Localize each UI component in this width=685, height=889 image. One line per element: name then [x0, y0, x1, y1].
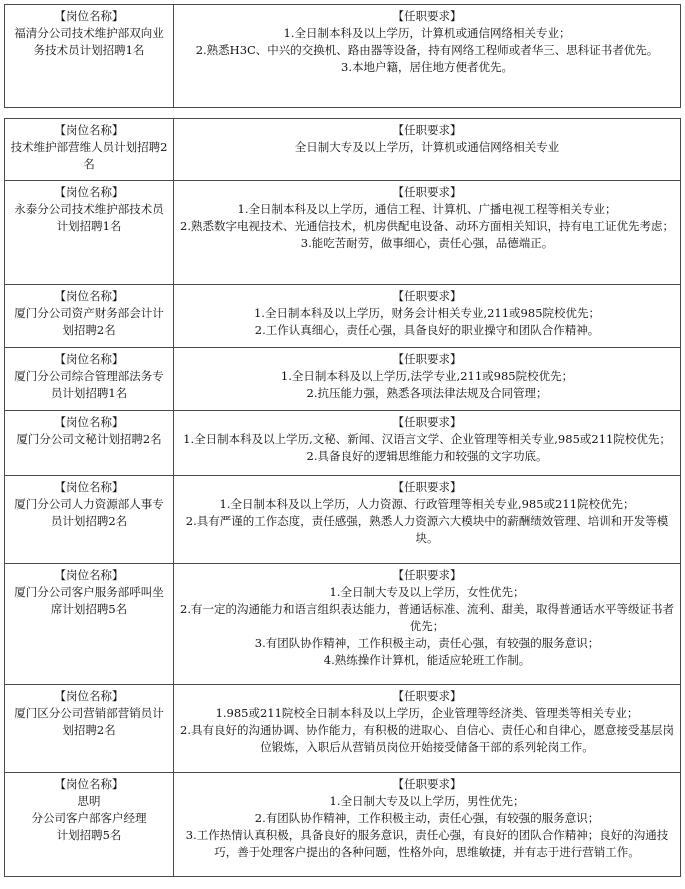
- requirement-cell: [174, 5, 681, 108]
- table-row: [5, 119, 681, 181]
- position-cell: [5, 348, 174, 411]
- position-cell: [5, 181, 174, 285]
- table-row: [5, 411, 681, 476]
- position-label: 【岗位名称】: [54, 289, 124, 303]
- table-row: [5, 685, 681, 773]
- position-name-line: 厦门分公司文秘计划招聘2名: [16, 432, 162, 446]
- position-name-line: 计划招聘5名: [56, 828, 122, 842]
- requirement-line: 1.全日制本科及以上学历,文秘、新闻、汉语言文学、企业管理等相关专业,985或211院校优先；: [183, 432, 671, 446]
- position-label: 【岗位名称】: [54, 568, 124, 582]
- requirement-cell: [174, 119, 681, 181]
- requirement-line: 全日制大专及以上学历，计算机或通信网络相关专业: [294, 140, 560, 154]
- position-cell: [5, 5, 174, 108]
- requirement-line: 2.具有严谨的工作态度，责任感强，熟悉人力资源六大模块中的薪酬绩效管理、培训和开发等模块。: [185, 514, 669, 545]
- requirement-label: 【任职要求】: [392, 9, 462, 23]
- requirement-label: 【任职要求】: [392, 777, 462, 791]
- position-name-line: 员计划招聘1名: [50, 386, 128, 400]
- requirement-cell: [174, 476, 681, 564]
- position-cell: [5, 685, 174, 773]
- position-name-line: 员计划招聘2名: [50, 514, 128, 528]
- requirement-cell: [174, 348, 681, 411]
- requirement-line: 3.能吃苦耐劳，做事细心，责任心强，品德端正。: [300, 236, 554, 250]
- position-label: 【岗位名称】: [54, 123, 124, 137]
- requirement-label: 【任职要求】: [392, 568, 462, 582]
- position-label: 【岗位名称】: [54, 415, 124, 429]
- table-row: [5, 348, 681, 411]
- position-name-line: 务技术员计划招聘1名: [33, 43, 145, 57]
- requirement-line: 2.具有良好的沟通协调、协作能力，有积极的进取心、自信心、责任心和自律心，愿意接受基层岗位锻炼，入职后从营销员岗位开始接受储备干部的系列轮岗工作。: [180, 723, 674, 754]
- position-name-line: 划招聘2名: [62, 723, 116, 737]
- position-label: 【岗位名称】: [54, 777, 124, 791]
- requirement-line: 2.有一定的沟通能力和语言组织表达能力，普通话标准、流利、甜美，取得普通话水平等级证书者优先；: [180, 602, 674, 633]
- position-cell: [5, 411, 174, 476]
- position-cell: [5, 476, 174, 564]
- requirement-label: 【任职要求】: [392, 185, 462, 199]
- requirement-cell: [174, 181, 681, 285]
- position-name-line: 名: [83, 157, 95, 171]
- position-name-line: 永泰分公司技术维护部技术员: [14, 202, 164, 216]
- requirement-cell: [174, 685, 681, 773]
- requirement-label: 【任职要求】: [392, 415, 462, 429]
- requirement-line: 1.全日制本科及以上学历，人力资源、行政管理等相关专业,985或211院校优先；: [219, 497, 635, 511]
- position-name-line: 厦门分公司客户服务部呼叫坐: [14, 585, 164, 599]
- position-cell: [5, 564, 174, 685]
- requirement-line: 2.抗压能力强，熟悉各项法律法规及合同管理；: [306, 386, 548, 400]
- requirement-line: 3.有团队协作精神，工作积极主动，责任心强，有较强的服务意识；: [254, 636, 600, 650]
- requirement-line: 2.工作认真细心，责任心强，具备良好的职业操守和团队合作精神。: [254, 323, 600, 337]
- position-cell: [5, 119, 174, 181]
- requirement-cell: [174, 564, 681, 685]
- requirement-cell: [174, 285, 681, 348]
- requirement-line: 4.熟练操作计算机，能适应轮班工作制。: [323, 653, 531, 667]
- requirement-line: 1.985或211院校全日制本科及以上学历，企业管理等经济类、管理类等相关专业；: [215, 706, 639, 720]
- position-name-line: 厦门分公司综合管理部法务专: [14, 369, 164, 383]
- position-label: 【岗位名称】: [54, 352, 124, 366]
- requirement-cell: [174, 411, 681, 476]
- position-name-line: 划招聘2名: [62, 323, 116, 337]
- position-name-line: 厦门分公司资产财务部会计计: [14, 306, 164, 320]
- position-name-line: 分公司客户部客户经理: [31, 811, 147, 825]
- position-label: 【岗位名称】: [54, 185, 124, 199]
- table-row: [5, 285, 681, 348]
- requirement-line: 3.本地户籍，居住地方便者优先。: [341, 60, 513, 74]
- requirement-label: 【任职要求】: [392, 123, 462, 137]
- requirement-label: 【任职要求】: [392, 480, 462, 494]
- position-cell: [5, 773, 174, 877]
- table-row: [5, 564, 681, 685]
- requirement-line: 1.全日制本科及以上学历，计算机或通信网络相关专业；: [283, 26, 571, 40]
- requirement-line: 1.全日制本科及以上学历,法学专业,211或985院校优先；: [280, 369, 574, 383]
- position-label: 【岗位名称】: [54, 480, 124, 494]
- requirement-label: 【任职要求】: [392, 352, 462, 366]
- position-cell: [5, 285, 174, 348]
- requirement-line: 2.具备良好的逻辑思维能力和较强的文字功底。: [306, 449, 548, 463]
- table-row: [5, 773, 681, 877]
- requirement-line: 1.全日制本科及以上学历，财务会计相关专业,211或985院校优先；: [253, 306, 601, 320]
- position-name-line: 福清分公司技术维护部双向业: [14, 26, 164, 40]
- position-label: 【岗位名称】: [54, 689, 124, 703]
- table-row: [5, 5, 681, 108]
- position-name-line: 思明: [77, 794, 101, 808]
- requirement-line: 2.有团队协作精神，工作积极主动，责任心强，有较强的服务意识；: [254, 811, 600, 825]
- requirement-line: 2.熟悉H3C、中兴的交换机、路由器等设备，持有网络工程师或者华三、思科证书者优先。: [195, 43, 659, 57]
- position-label: 【岗位名称】: [54, 9, 124, 23]
- position-name-line: 技术维护部营维人员计划招聘2: [10, 140, 168, 154]
- requirement-label: 【任职要求】: [392, 289, 462, 303]
- requirement-label: 【任职要求】: [392, 689, 462, 703]
- position-name-line: 厦门分公司人力资源部人事专: [14, 497, 164, 511]
- requirement-line: 1.全日制大专及以上学历，男性优先；: [329, 794, 525, 808]
- requirement-line: 1.全日制本科及以上学历，通信工程、计算机、广播电视工程等相关专业；: [237, 202, 617, 216]
- requirement-line: 1.全日制大专及以上学历，女性优先；: [329, 585, 525, 599]
- job-table-main: [4, 118, 681, 877]
- requirement-line: 3.工作热情认真积极，具备良好的服务意识，责任心强，有良好的团队合作精神；良好的沟通技巧，善于处理客户提出的各种问题，性格外向，思维敏捷，并有志于进行营销工作。: [185, 828, 669, 859]
- job-table-top: [4, 4, 681, 108]
- position-name-line: 席计划招聘5名: [50, 602, 128, 616]
- requirement-line: 2.熟悉数字电视技术、光通信技术，机房供配电设备、动环方面相关知识，持有电工证优先考虑；: [180, 219, 674, 233]
- table-row: [5, 181, 681, 285]
- requirement-cell: [174, 773, 681, 877]
- position-name-line: 厦门区分公司营销部营销员计: [14, 706, 164, 720]
- position-name-line: 计划招聘1名: [56, 219, 122, 233]
- table-row: [5, 476, 681, 564]
